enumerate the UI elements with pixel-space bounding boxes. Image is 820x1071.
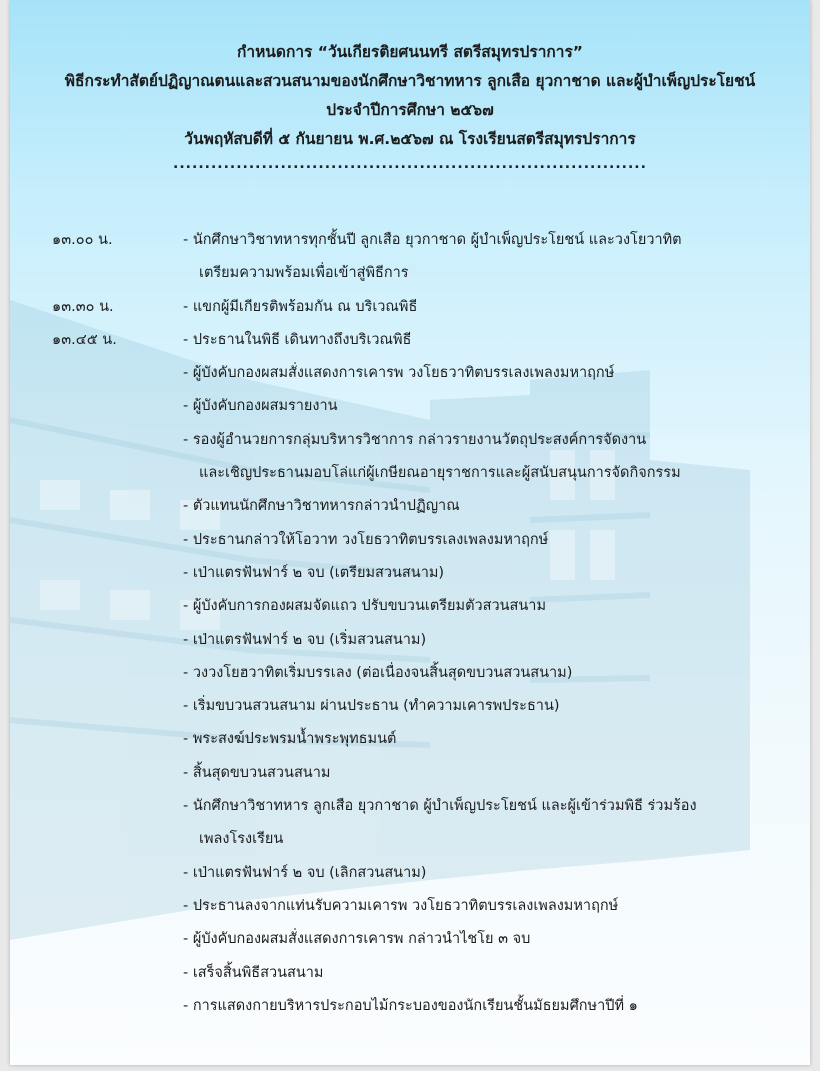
schedule-item bbox=[183, 324, 743, 357]
schedule-list bbox=[10, 224, 810, 1023]
schedule-row bbox=[10, 324, 810, 357]
schedule-row bbox=[10, 524, 810, 557]
schedule-row bbox=[10, 424, 810, 491]
schedule-row bbox=[10, 690, 810, 723]
schedule-item bbox=[183, 590, 743, 623]
schedule-item-continuation: เพลงโรงเรียน bbox=[199, 831, 284, 848]
schedule-item-text: - เริ่มขบวนสวนสนาม ผ่านประธาน (ทำความเคารพประธาน) bbox=[183, 698, 560, 715]
ceremony-title: พิธีกระทำสัตย์ปฏิญาณตนและสวนสนามของนักศึกษาวิชาทหาร ลูกเสือ ยุวกาชาด และผู้บำเพ็ญประโยชน์ bbox=[64, 72, 756, 90]
schedule-item bbox=[183, 224, 743, 291]
schedule-item bbox=[183, 657, 743, 690]
schedule-item-continuation: เตรียมความพร้อมเพื่อเข้าสู่พิธีการ bbox=[199, 265, 409, 282]
header-separator: ........................................................................... bbox=[173, 156, 647, 172]
schedule-item-text: - วงวงโยฮวาทิตเริ่มบรรเลง (ต่อเนื่องจนสิ้นสุดขบวนสวนสนาม) bbox=[183, 664, 573, 681]
schedule-item-text: - ผู้บังคับกองผสมรายงาน bbox=[183, 398, 338, 415]
event-date-venue: วันพฤหัสบดีที่ ๕ กันยายน พ.ศ.๒๕๖๗ ณ โรงเรียนสตรีสมุทรปราการ bbox=[184, 130, 636, 148]
schedule-item bbox=[183, 390, 743, 423]
schedule-item-text: - สิ้นสุดขบวนสวนสนาม bbox=[183, 764, 331, 781]
schedule-row bbox=[10, 490, 810, 523]
schedule-item-text: - การแสดงกายบริหารประกอบไม้กระบองของนักเรียนชั้นมัธยมศึกษาปีที่ ๑ bbox=[183, 997, 638, 1014]
schedule-row bbox=[10, 590, 810, 623]
schedule-item bbox=[183, 557, 743, 590]
schedule-row bbox=[10, 957, 810, 990]
schedule-item bbox=[183, 524, 743, 557]
schedule-item-text: - ประธานในพิธี เดินทางถึงบริเวณพิธี bbox=[183, 331, 412, 348]
schedule-item bbox=[183, 923, 743, 956]
schedule-item bbox=[183, 857, 743, 890]
schedule-item-text: - รองผู้อำนวยการกลุ่มบริหารวิชาการ กล่าวรายงานวัตถุประสงค์การจัดงาน bbox=[183, 431, 647, 448]
schedule-time: ๑๓.๐๐ น. bbox=[52, 232, 113, 248]
schedule-item-text: - ผู้บังคับกองผสมสั่งแสดงการเคารพ กล่าวนำไชโย ๓ จบ bbox=[183, 931, 531, 948]
schedule-item-text: - ผู้บังคับกองผสมสั่งแสดงการเคารพ วงโยธวาทิตบรรเลงเพลงมหาฤกษ์ bbox=[183, 365, 615, 382]
schedule-item-continuation: และเชิญประธานมอบโล่แก่ผู้เกษียณอายุราชการและผู้สนับสนุนการจัดกิจกรรม bbox=[199, 465, 681, 482]
schedule-item-text: - แขกผู้มีเกียรติพร้อมกัน ณ บริเวณพิธี bbox=[183, 298, 418, 315]
schedule-item bbox=[183, 357, 743, 390]
schedule-item-text: - ผู้บังคับการกองผสมจัดแถว ปรับขบวนเตรียมตัวสวนสนาม bbox=[183, 598, 547, 615]
schedule-row bbox=[10, 390, 810, 423]
schedule-item-text: - เสร็จสิ้นพิธีสวนสนาม bbox=[183, 964, 324, 981]
schedule-item-text: - นักศึกษาวิชาทหาร ลูกเสือ ยุวกาชาด ผู้บำเพ็ญประโยชน์ และผู้เข้าร่วมพิธี ร่วมร้อง bbox=[183, 798, 697, 815]
schedule-item bbox=[183, 424, 743, 491]
schedule-row bbox=[10, 291, 810, 324]
schedule-row bbox=[10, 757, 810, 790]
schedule-row bbox=[10, 357, 810, 390]
schedule-item-text: - นักศึกษาวิชาทหารทุกชั้นปี ลูกเสือ ยุวกาชาด ผู้บำเพ็ญประโยชน์ และวงโยวาทิต bbox=[183, 232, 682, 248]
schedule-row bbox=[10, 723, 810, 756]
schedule-item bbox=[183, 723, 743, 756]
schedule-item-text: - ตัวแทนนักศึกษาวิชาทหารกล่าวนำปฏิญาณ bbox=[183, 498, 460, 515]
schedule-item bbox=[183, 790, 743, 857]
schedule-item bbox=[183, 957, 743, 990]
schedule-item bbox=[183, 291, 743, 324]
schedule-item bbox=[183, 890, 743, 923]
schedule-item bbox=[183, 624, 743, 657]
schedule-time: ๑๓.๓๐ น. bbox=[52, 298, 114, 315]
schedule-row bbox=[10, 657, 810, 690]
schedule-row bbox=[10, 890, 810, 923]
schedule-item bbox=[183, 757, 743, 790]
schedule-item-text: - ประธานกล่าวให้โอวาท วงโยธวาทิตบรรเลงเพลงมหาฤกษ์ bbox=[183, 531, 549, 548]
document-page bbox=[10, 0, 810, 1065]
schedule-item-text: - เป่าแตรฟันฟาร์ ๒ จบ (เริ่มสวนสนาม) bbox=[183, 631, 427, 648]
schedule-row bbox=[10, 990, 810, 1023]
schedule-item-text: - เป่าแตรฟันฟาร์ ๒ จบ (เลิกสวนสนาม) bbox=[183, 864, 427, 881]
schedule-item bbox=[183, 990, 743, 1023]
document-header bbox=[10, 38, 810, 172]
schedule-time: ๑๓.๔๕ น. bbox=[52, 331, 117, 348]
schedule-item bbox=[183, 490, 743, 523]
schedule-row bbox=[10, 557, 810, 590]
schedule-item-text: - ประธานลงจากแท่นรับความเคารพ วงโยธวาทิตบรรเลงเพลงมหาฤกษ์ bbox=[183, 897, 619, 914]
schedule-item bbox=[183, 690, 743, 723]
schedule-row bbox=[10, 224, 810, 291]
schedule-item-text: - เป่าแตรฟันฟาร์ ๒ จบ (เตรียมสวนสนาม) bbox=[183, 564, 445, 581]
schedule-row bbox=[10, 624, 810, 657]
schedule-row bbox=[10, 790, 810, 857]
schedule-item-text: - พระสงฆ์ประพรมน้ำพระพุทธมนต์ bbox=[183, 731, 397, 748]
event-title: กำหนดการ “วันเกียรติยศนนทรี สตรีสมุทรปราการ” bbox=[236, 43, 583, 61]
schedule-row bbox=[10, 857, 810, 890]
academic-year: ประจำปีการศึกษา ๒๕๖๗ bbox=[326, 101, 494, 119]
schedule-row bbox=[10, 923, 810, 956]
